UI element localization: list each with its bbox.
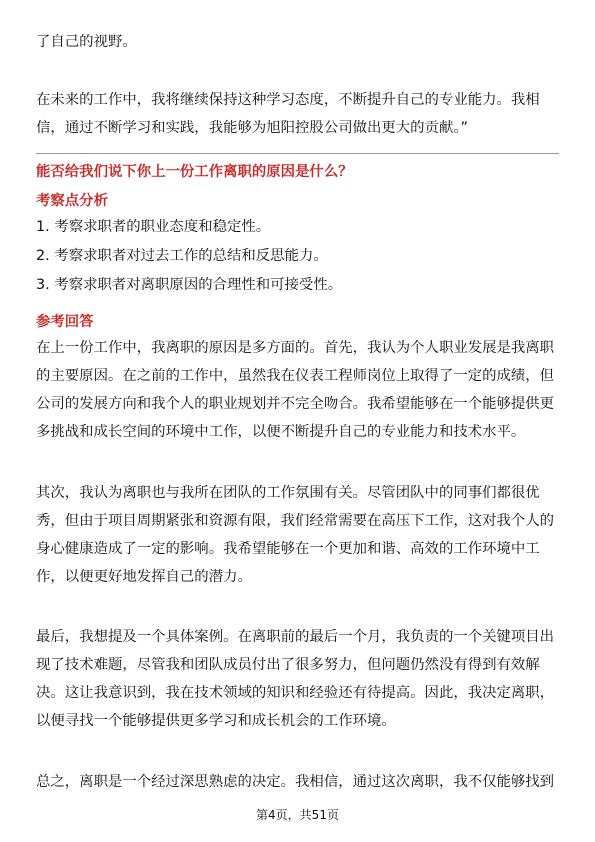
- question-heading: 能否给我们说下你上一份工作离职的原因是什么？: [36, 164, 353, 180]
- answer-p2-line-1: 其次，我认为离职也与我所在团队的工作氛围有关。尽管团队中的同事们都很优: [36, 485, 540, 501]
- answer-p3-line-3: 决。这让我意识到，我在技术领域的知识和经验还有待提高。因此，我决定离职，: [36, 685, 555, 701]
- section-divider: [36, 153, 559, 154]
- answer-p4-line-1: 总之，离职是一个经过深思熟虑的决定。我相信，通过这次离职，我不仅能够找到: [36, 774, 555, 790]
- closing-paragraph-line-2: 信，通过不断学习和实践，我能够为旭阳控股公司做出更大的贡献。”: [36, 120, 468, 136]
- answer-p3-line-1: 最后，我想提及一个具体案例。在离职前的最后一个月，我负责的一个关键项目出: [36, 629, 555, 645]
- answer-p1-line-2: 的主要原因。在之前的工作中，虽然我在仪表工程师岗位上取得了一定的成绩，但: [36, 368, 555, 384]
- page-number-footer: 第4页，共51页: [256, 808, 339, 822]
- analysis-item-3: 3. 考察求职者对离职原因的合理性和可接受性。: [36, 277, 343, 293]
- answer-p2-line-3: 身心健康造成了一定的影响。我希望能够在一个更加和谐、高效的工作环境中工: [36, 541, 540, 557]
- closing-paragraph-line-1: 在未来的工作中，我将继续保持这种学习态度，不断提升自己的专业能力。我相: [36, 92, 540, 108]
- intro-tail-line: 了自己的视野。: [36, 34, 137, 50]
- answer-p2-line-2: 秀，但由于项目周期紧张和资源有限，我们经常需要在高压下工作，这对我个人的: [36, 513, 555, 529]
- answer-p1-line-1: 在上一份工作中，我离职的原因是多方面的。首先，我认为个人职业发展是我离职: [36, 340, 555, 356]
- analysis-heading: 考察点分析: [36, 193, 108, 209]
- answer-p2-line-4: 作，以便更好地发挥自己的潜力。: [36, 569, 252, 585]
- analysis-item-2: 2. 考察求职者对过去工作的总结和反思能力。: [36, 248, 328, 264]
- answer-p3-line-4: 以便寻找一个能够提供更多学习和成长机会的工作环境。: [36, 713, 396, 729]
- answer-p1-line-4: 多挑战和成长空间的环境中工作，以便不断提升自己的专业能力和技术水平。: [36, 424, 526, 440]
- analysis-item-1: 1. 考察求职者的职业态度和稳定性。: [36, 219, 271, 235]
- answer-heading: 参考回答: [36, 314, 94, 330]
- answer-p1-line-3: 公司的发展方向和我个人的职业规划并不完全吻合。我希望能够在一个能够提供更: [36, 396, 555, 412]
- answer-p3-line-2: 现了技术难题，尽管我和团队成员付出了很多努力，但问题仍然没有得到有效解: [36, 657, 540, 673]
